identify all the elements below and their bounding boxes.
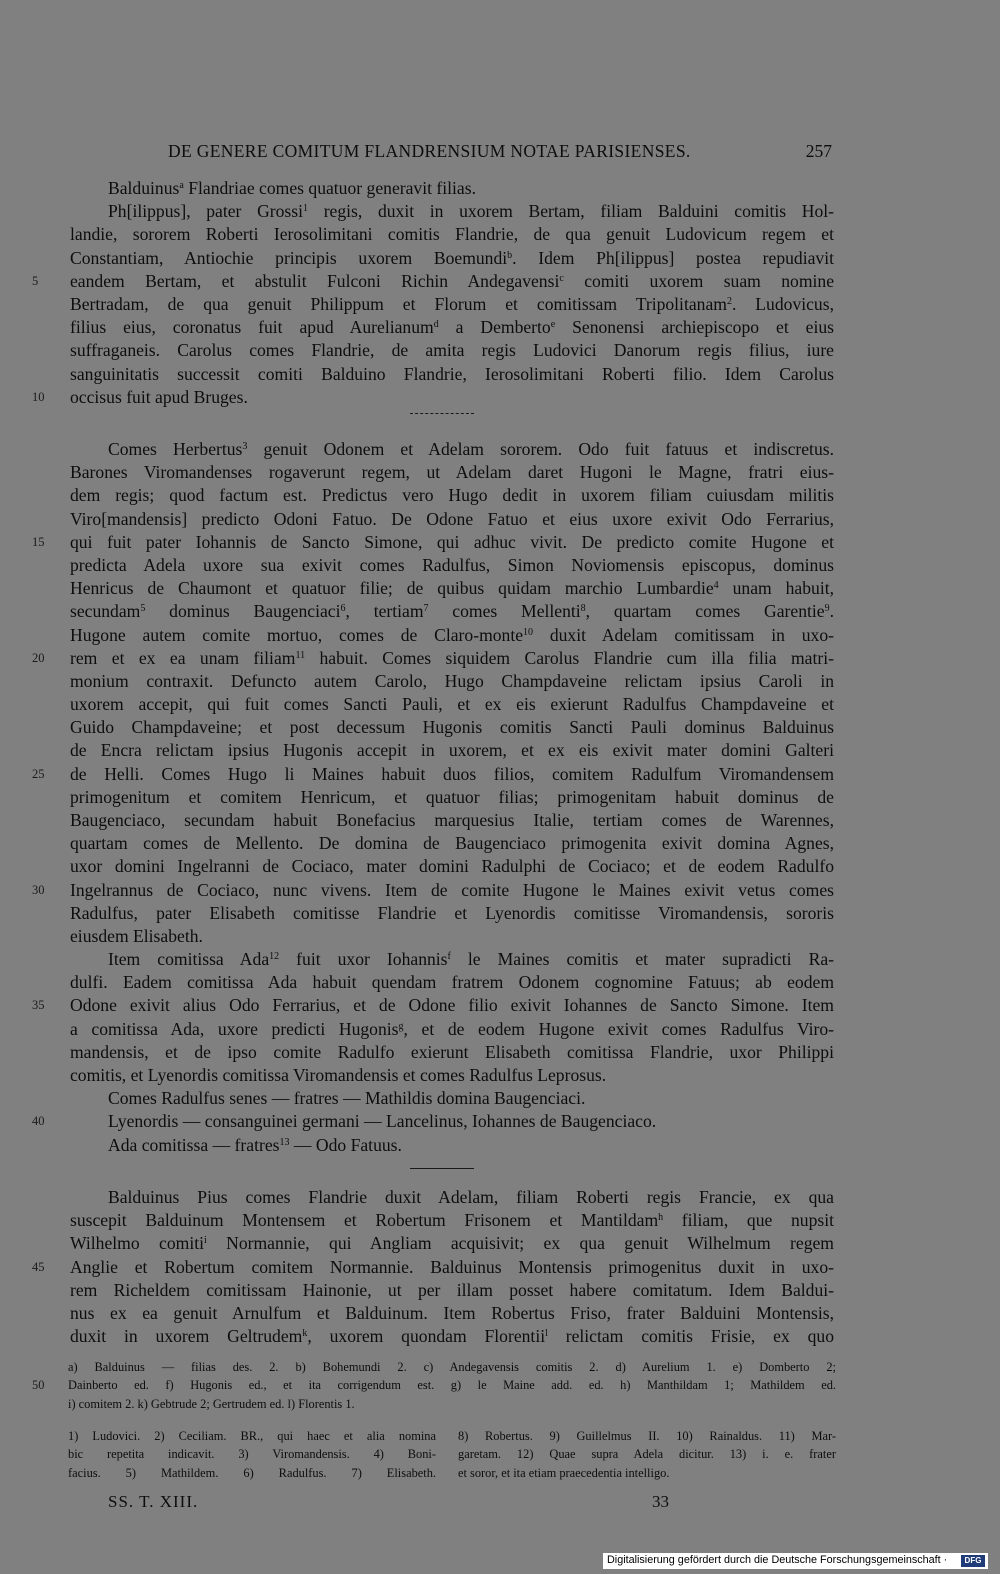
text-line: Henricus de Chaumont et quatuor filie; de quibus quidam marchio Lumbardie$^4$ unam habuit, bbox=[70, 578, 835, 599]
text-line: monium contraxit. Defuncto autem Carolo, Hugo Champdaveine relictam ipsius Caroli in bbox=[70, 670, 834, 691]
text-line: suffraganeis. Carolus comes Flandrie, de amita regis Ludovici Danorum regis filius, iure bbox=[70, 340, 834, 361]
line-number: 40 bbox=[32, 1114, 45, 1129]
text-line: Hugone autem comite mortuo, comes de Claro-monte$^{10}$ duxit Adelam comitissam in uxo- bbox=[70, 624, 834, 645]
text-line: Balduinus Pius comes Flandrie duxit Adelam, filiam Roberti regis Francie, ex qua bbox=[108, 1187, 834, 1207]
footnotes-right-column bbox=[458, 1427, 836, 1482]
text-line: 10 occisus fuit apud Bruges. bbox=[70, 386, 834, 409]
text-line: Constantiam, Antiochie principis uxorem Boemundi$^b$. Idem Ph[ilippus] postea repudiavit bbox=[70, 247, 834, 268]
page-number: 257 bbox=[805, 141, 832, 161]
line-number: 25 bbox=[32, 766, 45, 781]
text-line: rem Richeldem comitissam Hainonie, ut per illam posset habere comitatum. Idem Baldui- bbox=[70, 1279, 834, 1300]
text-line: 5 eandem Bertam, et abstulit Fulconi Richin Andegavensi$^c$ comiti uxorem suam nomine bbox=[70, 270, 834, 293]
footnotes-left-column bbox=[68, 1427, 436, 1482]
variant-line: i) comitem 2. k) Gebtrude 2; Gertrudem ed. l) Florentis 1. bbox=[68, 1396, 355, 1411]
text-line: suscepit Balduinum Montensem et Robertum Frisonem et Mantildam$^h$ filiam, que nupsit bbox=[70, 1210, 834, 1231]
text-line: dem regis; quod factum est. Predictus vero Hugo dedit in uxorem filiam cuiusdam militis bbox=[70, 485, 834, 506]
sheet-number: 33 bbox=[652, 1492, 669, 1511]
text-line: 30 Ingelrannus de Cociaco, nunc vivens. Item de comite Hugone le Maines exivit vetus comes bbox=[70, 879, 834, 902]
text-line: Balduinus$^a$ Flandriae comes quatuor generavit filias. bbox=[108, 178, 476, 198]
variant-line: 50 Dainberto ed. f) Hugonis ed., et ita corrigendum est. g) le Maine add. ed. h) Manthildam 1; Mathildem ed. bbox=[68, 1376, 836, 1394]
paragraph-2 bbox=[32, 438, 835, 948]
text-line: dulfi. Eadem comitissa Ada habuit quendam fratrem Odonem cognomine Fatuus; ab eodem bbox=[70, 972, 834, 993]
variant-line: a) Balduinus — filias des. 2. b) Bohemundi 2. c) Andegavensis comitis 2. d) Aurelium 1. e) Domberto 2; bbox=[68, 1360, 836, 1374]
text-line: uxorem accepit, qui fuit comes Sancti Pauli, et ex eis exierunt Radulfus Champdaveine et bbox=[70, 694, 834, 715]
text-line: 15 qui fuit pater Iohannis de Sancto Simone, qui adhuc vivit. De predicto comite Hugone et bbox=[70, 531, 834, 554]
line-number: 50 bbox=[32, 1378, 45, 1393]
text-line: 45 Anglie et Robertum comitem Normannie. Balduinus Montensis primogenitus duxit in uxo- bbox=[70, 1256, 834, 1279]
text-line: duxit in uxorem Geltrudem$^k$, uxorem quondam Florentii$^l$ relictam comitis Frisie, ex quo bbox=[70, 1326, 834, 1347]
text-line: secundam$^5$ dominus Baugenciaci$^6$, tertiam$^7$ comes Mellenti$^8$, quartam comes Garentie$^9$. bbox=[70, 601, 834, 622]
text-line: comitis, et Lyenordis comitissa Viromandensis et comes Radulfus Leprosus. bbox=[70, 1064, 607, 1085]
paragraph-4 bbox=[32, 1186, 834, 1348]
text-line: predicta Adela uxore sua exivit comes Radulfus, Simon Noviomensis episcopus, dominus bbox=[70, 554, 834, 575]
text-line: nus ex ea genuit Arnulfum et Balduinum. Item Robertus Friso, frater Balduini Montensis, bbox=[70, 1302, 834, 1323]
section-divider bbox=[410, 1168, 474, 1169]
text-line: primogenitum et comitem Henricum, et quatuor filias; primogenitam habuit dominus de bbox=[70, 786, 834, 807]
text-line: Radulfus, pater Elisabeth comitisse Flandrie et Lyenordis comitisse Viromandensis, sororis bbox=[70, 902, 834, 923]
text-line: uxor domini Ingelranni de Cociaco, mater domini Radulphi de Cociaco; et de eodem Radulfo bbox=[70, 856, 834, 877]
text-line: Viro[mandensis] predicto Odoni Fatuo. De Odone Fatuo et eius uxore exivit Odo Ferrarius, bbox=[70, 508, 834, 529]
digitization-footer bbox=[603, 1553, 988, 1569]
section-divider bbox=[410, 413, 474, 414]
text-line: 35 Odone exivit alius Odo Ferrarius, et de Odone filio exivit Iohannes de Sancto Simone. Item bbox=[70, 994, 834, 1017]
text-line: eiusdem Elisabeth. bbox=[70, 925, 203, 946]
text-line: quartam comes de Mellento. De domina de Baugenciaco primogenita exivit domina Agnes, bbox=[70, 833, 834, 854]
text-line: sanguinitatis successit comiti Balduino Flandrie, Ierosolimitani Roberti filio. Idem Carolus bbox=[70, 363, 834, 384]
text-line: Item comitissa Ada$^{12}$ fuit uxor Iohannis$^f$ le Maines comitis et mater supradicti Ra- bbox=[108, 949, 834, 969]
dfg-logo: DFG bbox=[961, 1555, 985, 1567]
running-header bbox=[168, 141, 832, 167]
line-number: 45 bbox=[32, 1259, 45, 1274]
footnote-line: 1) Ludovici. 2) Ceciliam. BR., qui haec et alia nomina bbox=[68, 1429, 436, 1443]
line-number: 5 bbox=[32, 273, 39, 288]
footnote-line: garetam. 12) Quae supra Adela dicitur. 13) i. e. frater bbox=[458, 1447, 836, 1462]
text-line: 20 rem et ex ea unam filiam$^{11}$ habuit. Comes siquidem Carolus Flandrie cum illa filia matri- bbox=[70, 647, 834, 670]
footnote-line: bic repetita indicavit. 3) Viromandensis. 4) Boni- bbox=[68, 1447, 436, 1462]
line-number: 10 bbox=[32, 389, 45, 404]
footnote-line: et soror, et ita etiam praecedentia intelligo. bbox=[458, 1465, 670, 1480]
text-line: mandensis, et de ipso comite Radulfo exierunt Elisabeth comitissa Flandrie, uxor Philippi bbox=[70, 1041, 834, 1062]
paragraph-3 bbox=[32, 948, 835, 1157]
text-line: filius eius, coronatus fuit apud Aurelianum$^d$ a Demberto$^e$ Senonensi archiepiscopo et eius bbox=[70, 317, 834, 338]
text-line: 25 de Helli. Comes Hugo li Maines habuit duos filios, comitem Radulfum Viromandensem bbox=[70, 763, 834, 786]
text-line: Comes Herbertus$^3$ genuit Odonem et Adelam sororem. Odo fuit fatuus et indiscretus. bbox=[108, 439, 834, 459]
text-line: a comitissa Ada, uxore predicti Hugonis$^g$, et de eodem Hugone exivit comes Radulfus Viro- bbox=[70, 1018, 835, 1039]
text-line: Baugenciaco, secundam habuit Bonefacius marquesius Italie, tertiam comes de Warennes, bbox=[70, 810, 834, 830]
page-title: DE GENERE COMITUM FLANDRENSIUM NOTAE PARISIENSES. bbox=[168, 141, 691, 161]
line-number: 30 bbox=[32, 882, 45, 897]
footer-text: Digitalisierung gefördert durch die Deutsche Forschungsgemeinschaft · bbox=[607, 1554, 948, 1566]
line-number: 35 bbox=[32, 998, 45, 1013]
text-line: de Encra relictam ipsius Hugonis accepit in uxorem, et ex eis exivit mater domini Galteri bbox=[70, 740, 834, 761]
line-number: 20 bbox=[32, 650, 45, 665]
text-line: landie, sororem Roberti Ierosolimitani comitis Flandrie, de qua genuit Ludovicum regem et bbox=[70, 224, 834, 245]
line-number: 15 bbox=[32, 534, 45, 549]
text-line: Bertradam, de qua genuit Philippum et Florum et comitissam Tripolitanam$^2$. Ludovicus, bbox=[70, 293, 834, 314]
text-line: Wilhelmo comiti$^i$ Normannie, qui Angliam acquisivit; ex qua genuit Wilhelmum regem bbox=[70, 1233, 834, 1254]
genealogy-line: 40 Lyenordis — consanguinei germani — Lancelinus, Iohannes de Baugenciaco. bbox=[70, 1110, 834, 1133]
text-line: Guido Champdaveine; et post decessum Hugonis comitis Sancti Pauli dominus Balduinus bbox=[70, 717, 834, 738]
variant-apparatus bbox=[32, 1358, 836, 1413]
genealogy-line: Ada comitissa — fratres$^{13}$ — Odo Fatuus. bbox=[108, 1134, 402, 1155]
text-line: Ph[ilippus], pater Grossi$^1$ regis, duxit in uxorem Bertam, filiam Balduini comitis Hol- bbox=[108, 201, 834, 222]
footnote-line: 8) Robertus. 9) Guillelmus II. 10) Rainaldus. 11) Mar- bbox=[458, 1429, 836, 1443]
text-line: Barones Viromandenses rogaverunt regem, ut Adelam daret Hugoni le Magne, fratri eius- bbox=[70, 462, 834, 483]
paragraph-1 bbox=[32, 177, 834, 409]
genealogy-line: Comes Radulfus senes — fratres — Mathildis domina Baugenciaci. bbox=[108, 1088, 586, 1109]
footnote-line: facius. 5) Mathildem. 6) Radulfus. 7) Elisabeth. bbox=[68, 1465, 436, 1480]
volume-signature: SS. T. XIII. bbox=[108, 1492, 199, 1511]
